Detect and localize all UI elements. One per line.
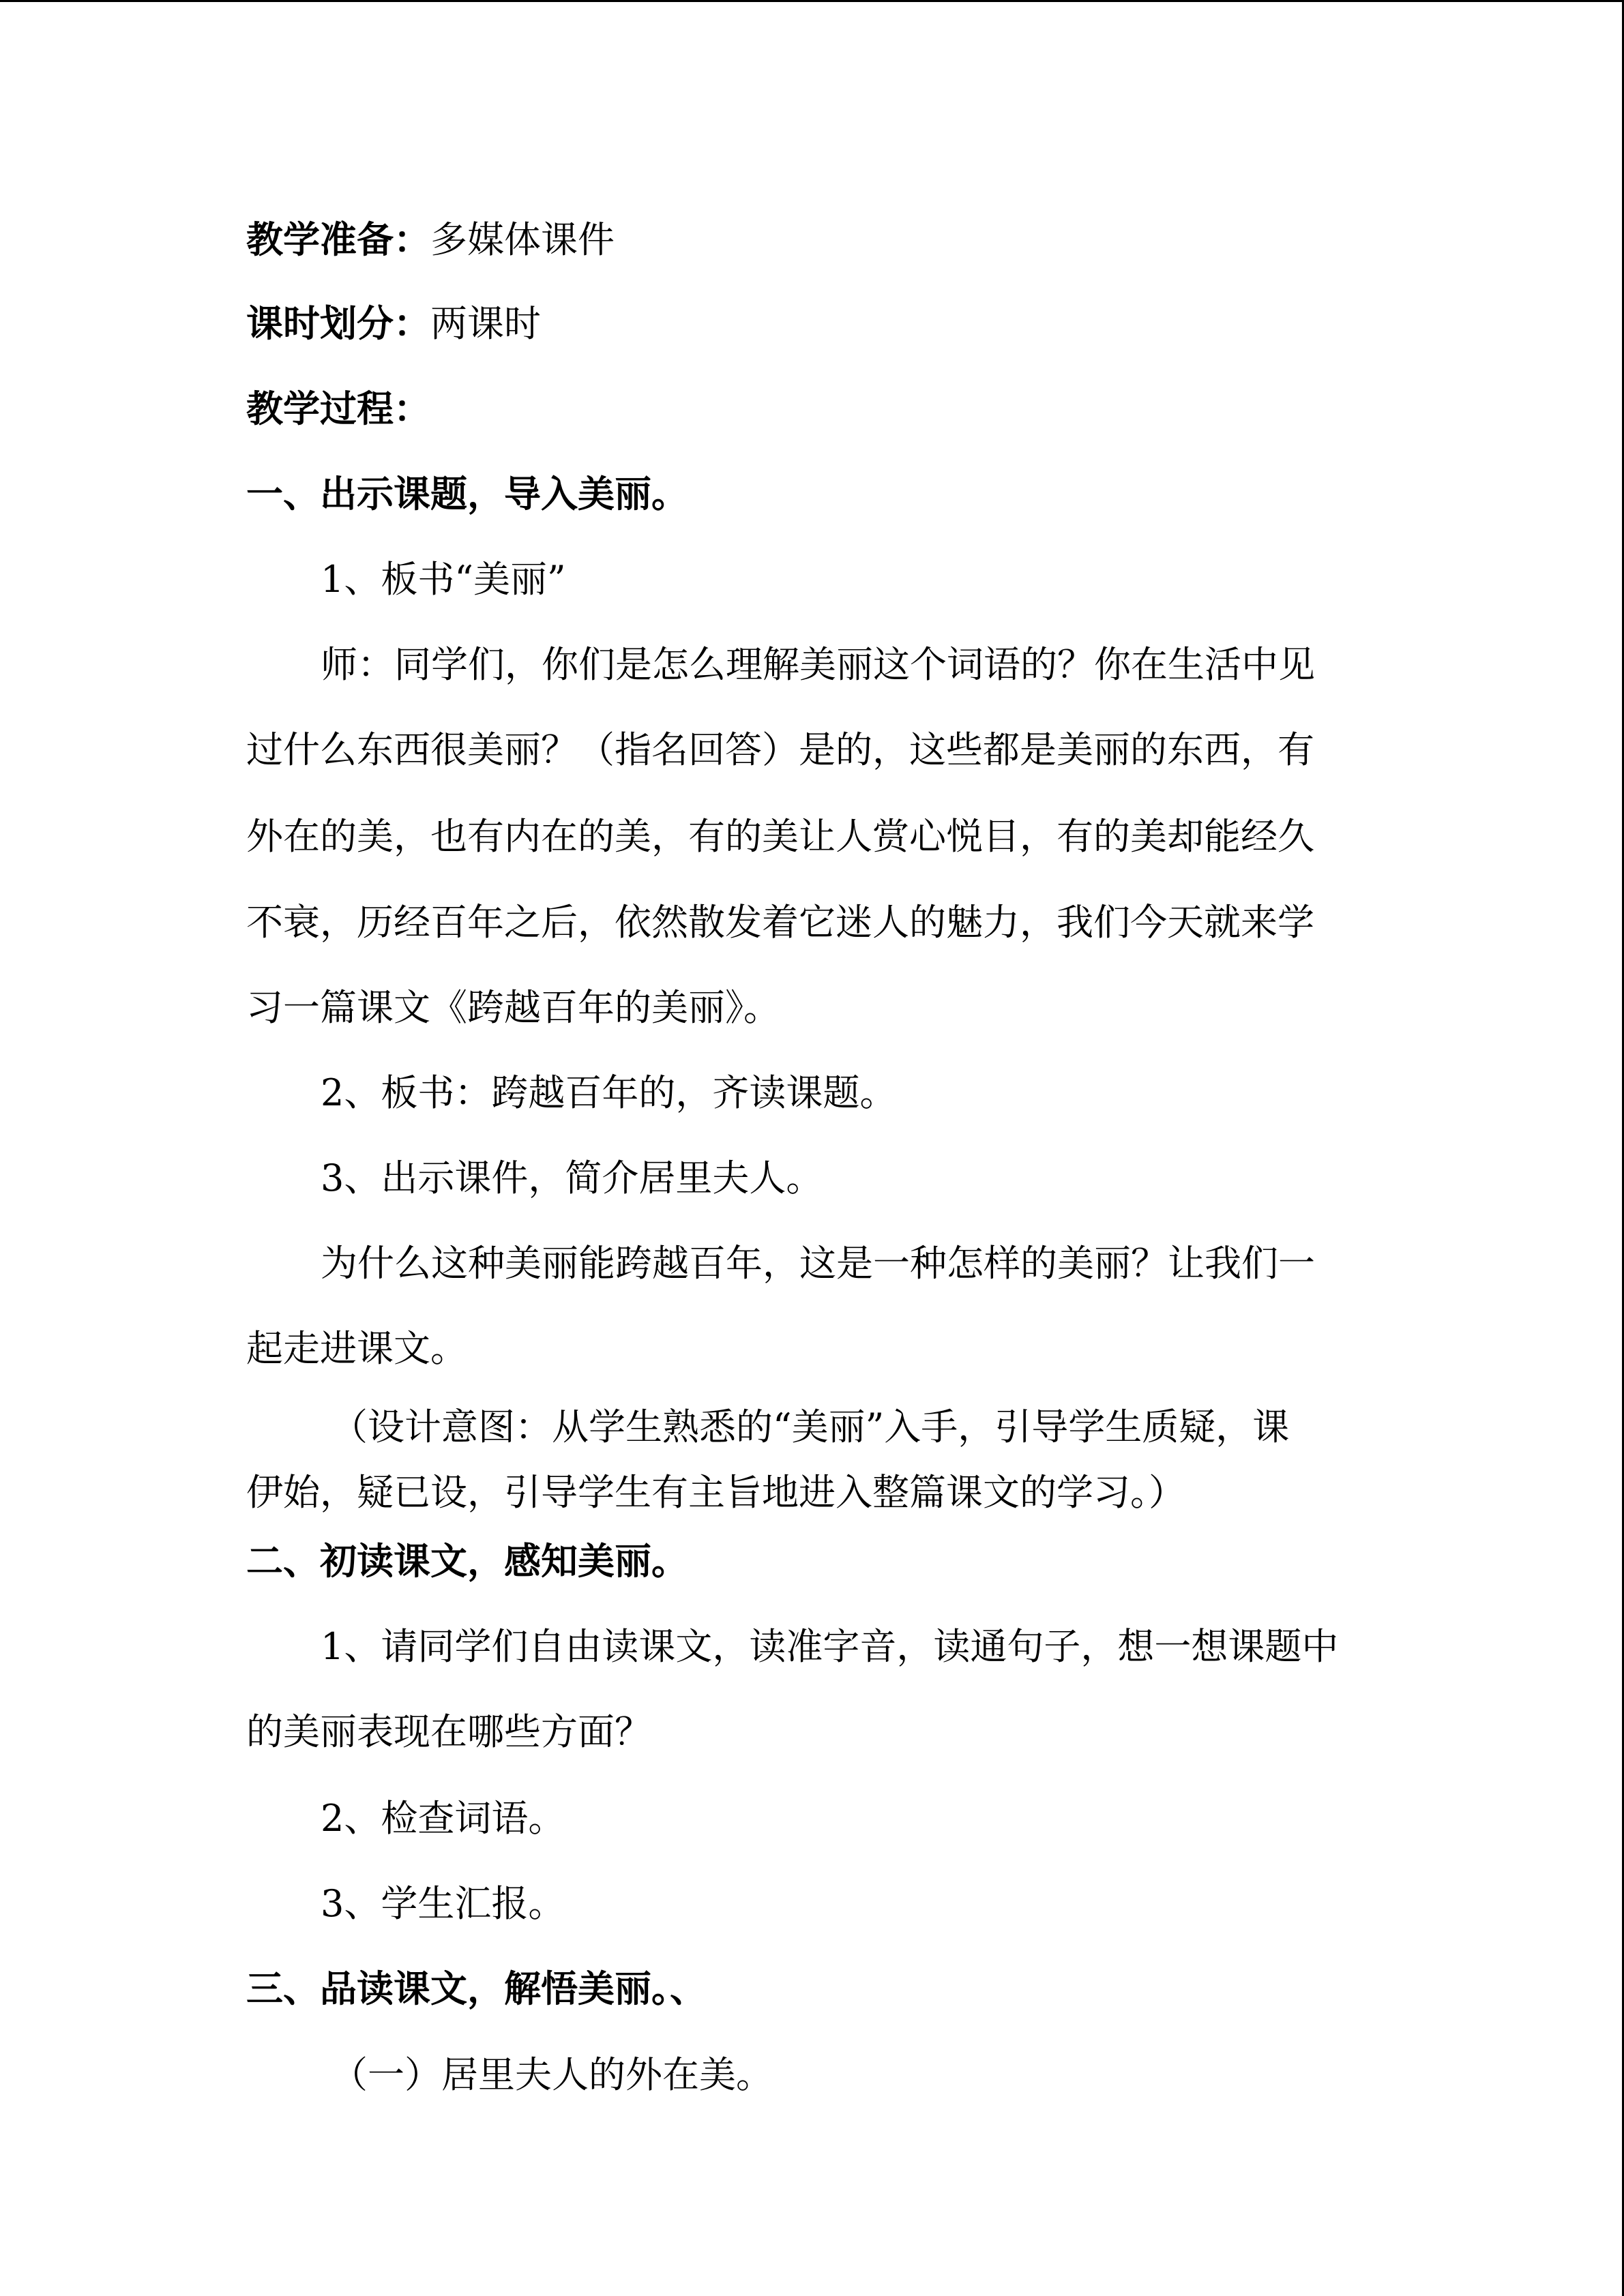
section3-sub1: （一）居里夫人的外在美。 — [331, 2053, 773, 2096]
teaching-prep-line — [246, 216, 615, 264]
paragraph-line-1: 师：同学们，你们是怎么理解美丽这个词语的？你在生活中见 — [321, 643, 1315, 686]
question-line-2: 起走进课文。 — [246, 1327, 467, 1370]
paragraph-line-4: 不衰，历经百年之后，依然散发着它迷人的魅力，我们今天就来学 — [246, 901, 1314, 944]
section1-item3: 3、出示课件，简介居里夫人。 — [321, 1157, 823, 1199]
design-intent-line-2: 伊始，疑已设，引导学生有主旨地进入整篇课文的学习。） — [246, 1471, 1185, 1514]
teaching-prep-value: 多媒体课件 — [430, 218, 615, 261]
question-line-1: 为什么这种美丽能跨越百年，这是一种怎样的美丽？让我们一 — [321, 1242, 1315, 1285]
paragraph-line-3: 外在的美，也有内在的美，有的美让人赏心悦目，有的美却能经久 — [246, 815, 1314, 858]
section1-heading: 一、出示课题，导入美丽。 — [246, 473, 688, 516]
design-intent-line-1: （设计意图：从学生熟悉的“美丽”入手，引导学生质疑，课 — [331, 1405, 1290, 1448]
section2-heading: 二、初读课文，感知美丽。 — [246, 1540, 688, 1583]
period-line — [246, 300, 541, 348]
section3-heading: 三、品读课文，解悟美丽。、 — [246, 1967, 707, 2010]
section1-item2: 2、板书：跨越百年的，齐读课题。 — [321, 1071, 897, 1114]
section2-item1-line-1: 1、请同学们自由读课文，读准字音，读通句子，想一想课题中 — [321, 1625, 1339, 1668]
section2-item2: 2、检查词语。 — [321, 1797, 565, 1840]
page-border-top — [0, 0, 1624, 2]
paragraph-line-2: 过什么东西很美丽？（指名回答）是的，这些都是美丽的东西，有 — [246, 728, 1314, 771]
section2-item1-line-2: 的美丽表现在哪些方面？ — [246, 1710, 651, 1753]
section2-item3: 3、学生汇报。 — [321, 1882, 565, 1925]
period-value: 两课时 — [430, 302, 541, 345]
process-heading: 教学过程： — [246, 387, 430, 430]
section1-item1: 1、板书“美丽” — [321, 558, 566, 601]
period-label: 课时划分： — [246, 302, 430, 345]
teaching-prep-label: 教学准备： — [246, 218, 430, 261]
paragraph-line-5: 习一篇课文《跨越百年的美丽》。 — [246, 986, 780, 1029]
